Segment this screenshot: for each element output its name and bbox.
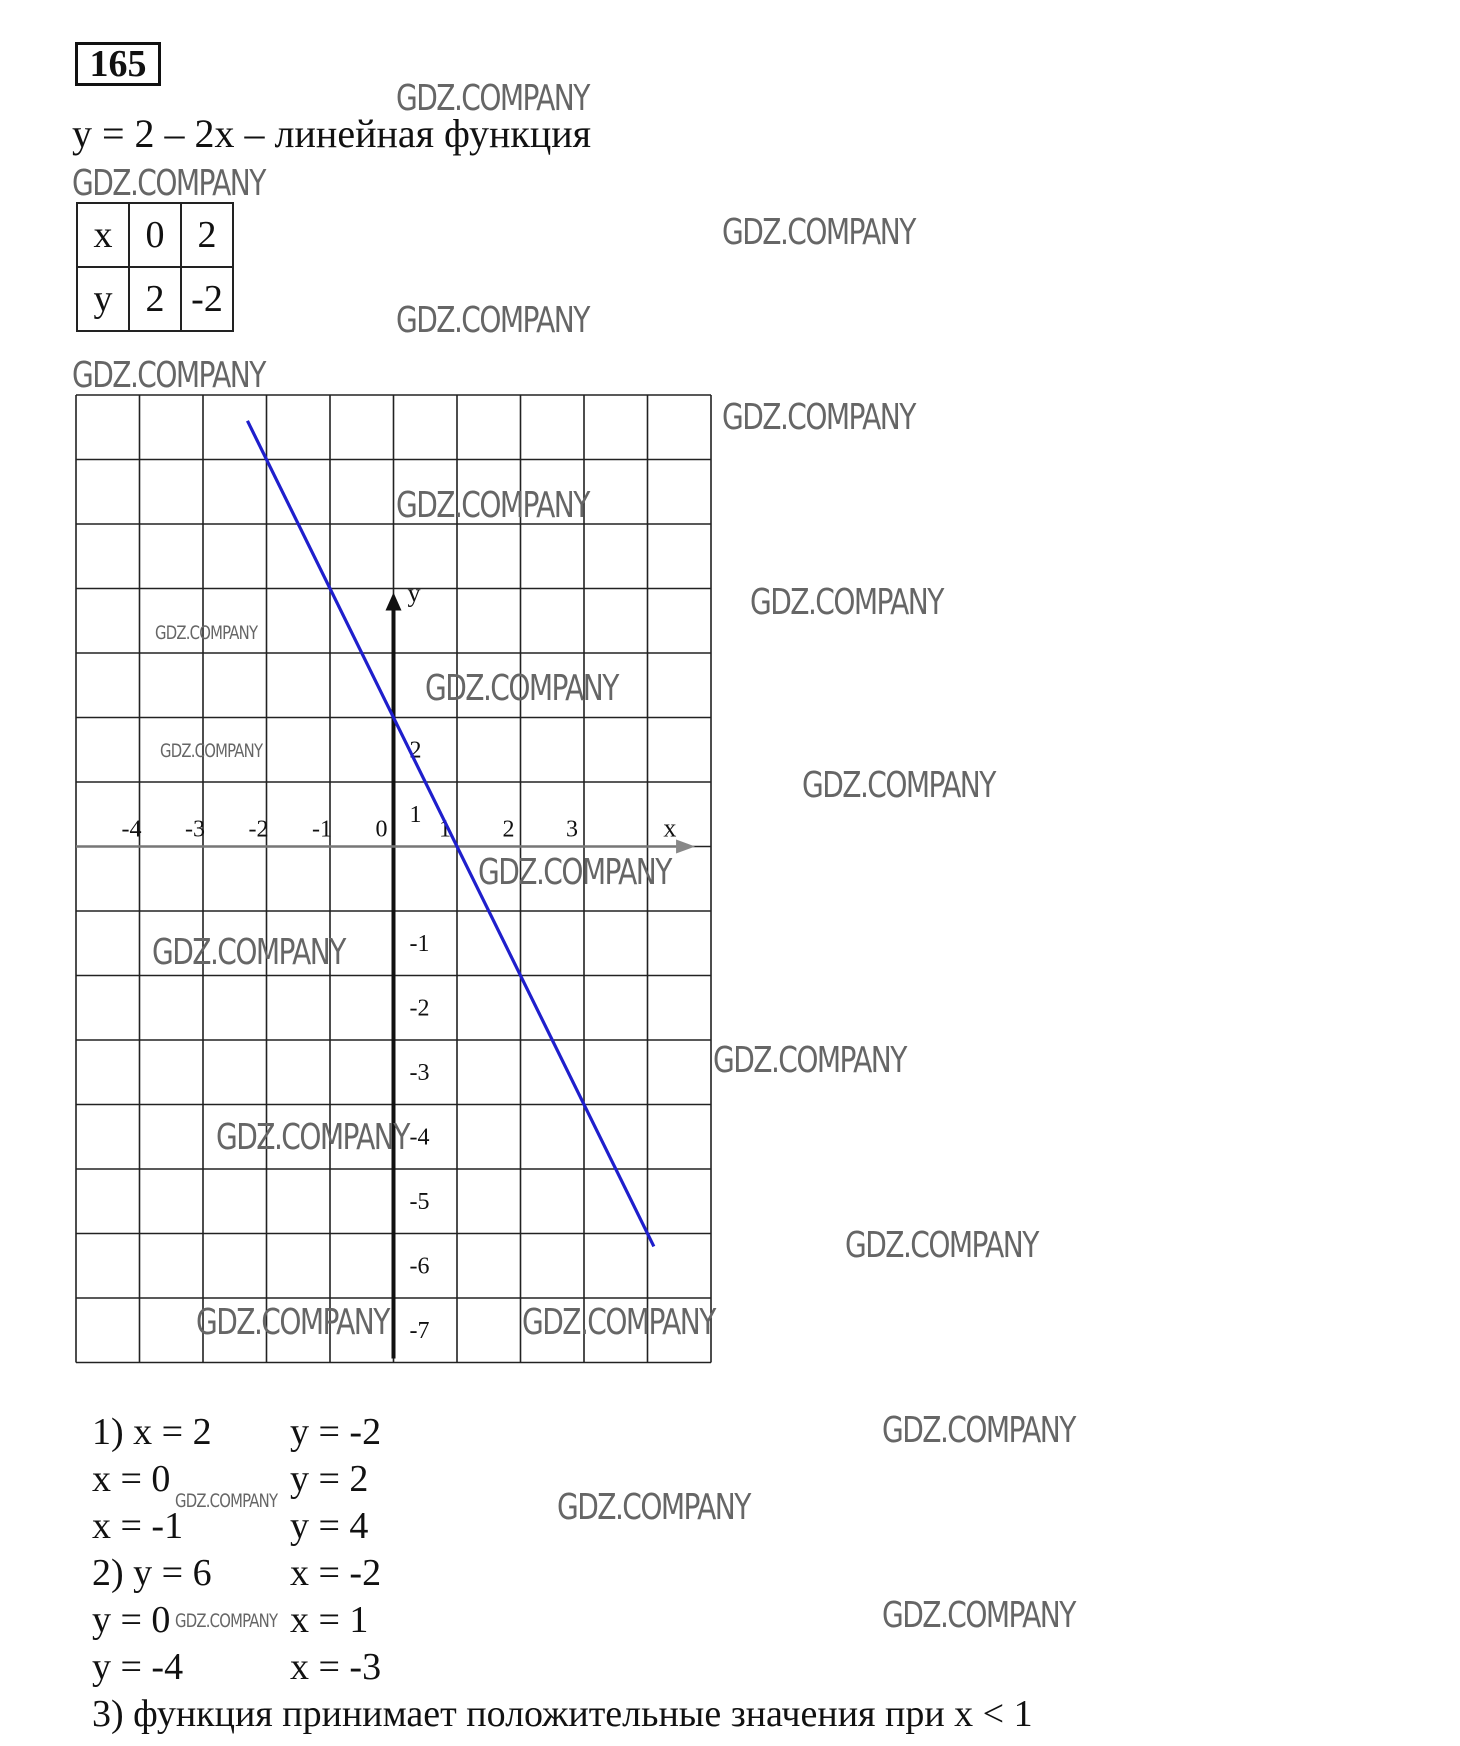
y-tick-label: -2	[409, 995, 430, 1022]
y-tick-label: 2	[409, 737, 422, 764]
watermark: GDZ.COMPANY	[396, 78, 589, 119]
watermark: GDZ.COMPANY	[175, 1610, 278, 1632]
watermark: GDZ.COMPANY	[152, 932, 345, 973]
function-heading: y = 2 – 2x – линейная функция	[72, 111, 592, 156]
task-number: 165	[75, 42, 161, 86]
watermark: GDZ.COMPANY	[882, 1595, 1075, 1636]
watermark: GDZ.COMPANY	[196, 1302, 389, 1343]
y-axis-label: y	[407, 578, 421, 608]
x-tick-label: 2	[502, 816, 515, 843]
x-tick-label: -1	[312, 816, 332, 843]
x-axis-label: x	[663, 813, 677, 843]
table-cell: x	[77, 203, 129, 267]
watermark: GDZ.COMPANY	[713, 1040, 906, 1081]
watermark: GDZ.COMPANY	[845, 1225, 1038, 1266]
y-tick-label: -7	[409, 1318, 430, 1344]
table-cell: 0	[129, 203, 181, 267]
answer-line: y = 4	[290, 1505, 369, 1547]
x-tick-label: 1	[439, 816, 451, 843]
watermark: GDZ.COMPANY	[396, 485, 589, 526]
y-tick-label: -5	[409, 1189, 430, 1215]
y-tick-label: -4	[409, 1124, 430, 1151]
y-tick-label: 1	[409, 802, 422, 828]
answer-line: x = 1	[290, 1599, 369, 1641]
answer-line: x = -2	[290, 1552, 382, 1594]
answer-line: y = 0	[92, 1599, 171, 1641]
table-cell: 2	[129, 267, 181, 331]
watermark: GDZ.COMPANY	[155, 622, 258, 644]
watermark: GDZ.COMPANY	[216, 1117, 409, 1158]
x-axis-arrow	[676, 840, 695, 854]
watermark: GDZ.COMPANY	[522, 1302, 715, 1343]
answer-line: 2) y = 6	[92, 1552, 212, 1594]
answer-line: x = -3	[290, 1646, 382, 1688]
watermark: GDZ.COMPANY	[750, 582, 943, 623]
answer-line: x = -1	[92, 1505, 184, 1547]
watermark: GDZ.COMPANY	[72, 163, 265, 204]
watermark: GDZ.COMPANY	[882, 1410, 1075, 1451]
x-tick-label: -4	[121, 816, 142, 843]
watermark: GDZ.COMPANY	[722, 212, 915, 253]
watermark: GDZ.COMPANY	[557, 1487, 750, 1528]
y-axis-arrow	[386, 593, 402, 611]
answer-line: y = 2	[290, 1458, 369, 1500]
y-tick-label: -1	[409, 931, 430, 957]
answer-line: y = -2	[290, 1411, 382, 1453]
answer-line: x = 0	[92, 1458, 171, 1500]
watermark: GDZ.COMPANY	[722, 397, 915, 438]
table-cell: -2	[181, 267, 233, 331]
table-cell: 2	[181, 203, 233, 267]
x-tick-label: -3	[185, 816, 205, 843]
x-tick-label: -2	[248, 816, 269, 843]
watermark: GDZ.COMPANY	[396, 300, 589, 341]
answer-line: 3) функция принимает положительные значения при x < 1	[92, 1693, 1033, 1735]
watermark: GDZ.COMPANY	[425, 668, 618, 709]
answer-line: 1) x = 2	[92, 1411, 212, 1453]
watermark: GDZ.COMPANY	[478, 852, 671, 893]
x-tick-label: 3	[566, 816, 578, 843]
watermark: GDZ.COMPANY	[175, 1490, 278, 1512]
watermark: GDZ.COMPANY	[72, 355, 265, 396]
y-tick-label: -6	[409, 1253, 430, 1280]
y-tick-label: -3	[409, 1060, 430, 1086]
watermark: GDZ.COMPANY	[802, 765, 995, 806]
x-tick-label: 0	[375, 816, 388, 843]
watermark: GDZ.COMPANY	[160, 740, 263, 762]
table-cell: y	[77, 267, 129, 331]
answer-line: y = -4	[92, 1646, 184, 1688]
